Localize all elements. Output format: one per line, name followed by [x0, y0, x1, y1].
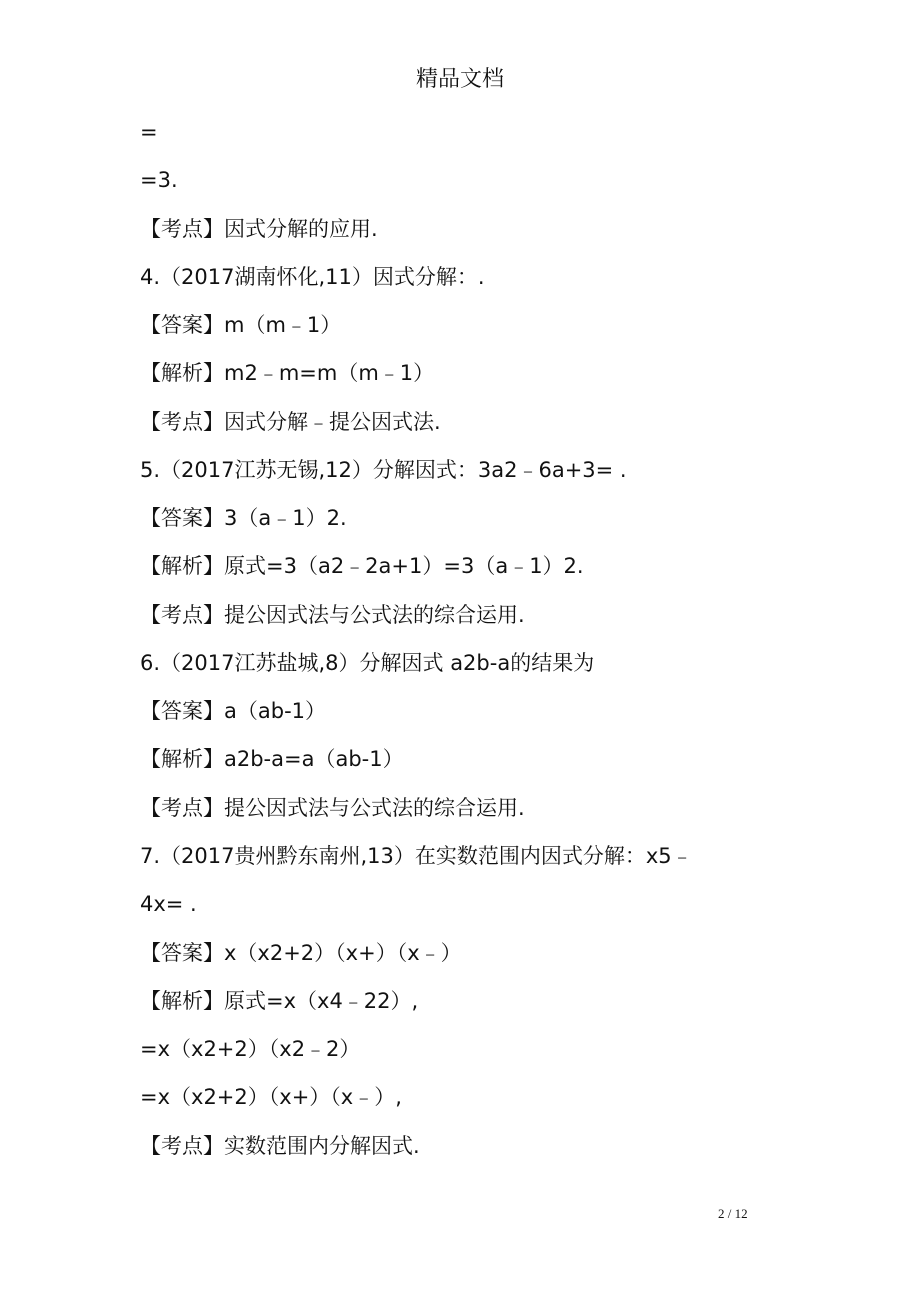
question-continuation: 4x= .: [140, 892, 197, 916]
answer-line: 【答案】x（x2+2）（x+）（x﹣）: [140, 941, 462, 965]
text-line: =: [140, 120, 158, 144]
analysis-line: 【解析】原式=3（a2﹣2a+1）=3（a﹣1）2.: [140, 554, 584, 578]
analysis-line: 【解析】a2b-a=a（ab-1）: [140, 747, 404, 771]
analysis-step: =x（x2+2）（x+）（x﹣）,: [140, 1085, 402, 1109]
question-heading: 4.（2017湖南怀化,11）因式分解：.: [140, 265, 485, 289]
question-heading: 5.（2017江苏无锡,12）分解因式：3a2﹣6a+3= .: [140, 458, 627, 482]
topic-line: 【考点】提公因式法与公式法的综合运用.: [140, 603, 525, 627]
question-heading: 6.（2017江苏盐城,8）分解因式 a2b-a的结果为: [140, 651, 595, 675]
analysis-line: 【解析】m2﹣m=m（m﹣1）: [140, 361, 435, 385]
text-line: =3.: [140, 168, 178, 192]
answer-line: 【答案】m（m﹣1）: [140, 313, 342, 337]
page-number: 2 / 12: [718, 1206, 748, 1221]
topic-line: 【考点】实数范围内分解因式.: [140, 1134, 420, 1158]
question-heading: 7.（2017贵州黔东南州,13）在实数范围内因式分解：x5﹣: [140, 844, 693, 868]
topic-line: 【考点】提公因式法与公式法的综合运用.: [140, 796, 525, 820]
text-line: 【考点】因式分解的应用.: [140, 217, 378, 241]
answer-line: 【答案】a（ab-1）: [140, 699, 327, 723]
analysis-step: =x（x2+2）（x2﹣2）: [140, 1037, 361, 1061]
analysis-line: 【解析】原式=x（x4﹣22）,: [140, 989, 419, 1013]
answer-line: 【答案】3（a﹣1）2.: [140, 506, 347, 530]
topic-line: 【考点】因式分解﹣提公因式法.: [140, 410, 441, 434]
page-header-title: 精品文档: [415, 67, 504, 92]
